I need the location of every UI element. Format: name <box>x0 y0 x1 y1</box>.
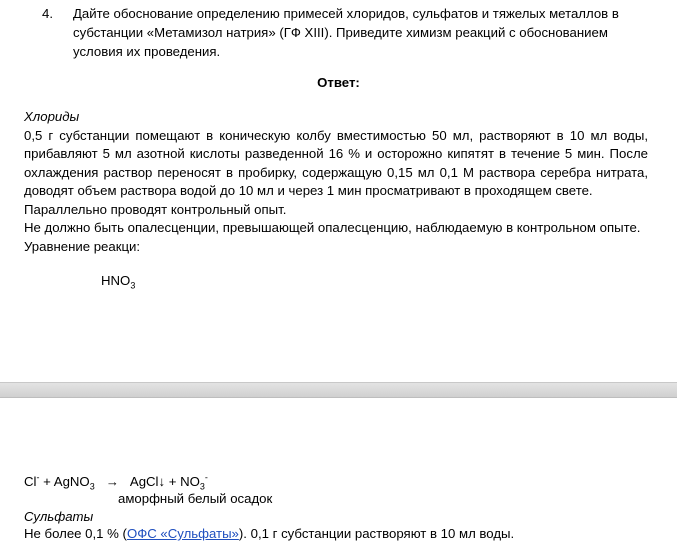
precipitate-note: аморфный белый осадок <box>118 491 273 506</box>
product-charge: - <box>204 472 208 483</box>
question-text <box>73 4 652 61</box>
arrow-icon: → <box>105 474 119 489</box>
question-line: субстанции «Метамизол натрия» (ГФ XIII). Приведите химизм реакций с обоснованием <box>73 25 608 40</box>
sulfates-suffix: ). 0,1 г субстанции растворяют в 10 мл воды. <box>238 526 515 541</box>
ofs-sulfates-link[interactable]: ОФС «Сульфаты» <box>126 526 239 541</box>
reagent-formula: HNO <box>101 273 131 288</box>
parallel-text: Параллельно проводят контрольный опыт. <box>24 201 287 217</box>
sulfates-line <box>24 526 514 541</box>
question-line: условия их проведения. <box>73 44 221 59</box>
reaction-equation <box>24 472 208 492</box>
answer-label: Ответ: <box>317 75 360 90</box>
reagent-label <box>101 273 136 291</box>
question-number: 4. <box>42 6 53 21</box>
no-opalescence-text: Не должно быть опалесценции, превышающей опалесценцию, наблюдаемую в контрольном опыте. <box>24 220 641 235</box>
equation-label: Уравнение реакци: <box>24 238 141 254</box>
sulfates-prefix: Не более 0,1 % ( <box>24 526 127 541</box>
chlorides-paragraph: 0,5 г субстанции помещают в коническую колбу вместимостью 50 мл, растворяют в 10 мл воды, прибавляют 5 мл азотной кислоты разведенной 16 % и осторожно кипятят в течение 5 мин. После охлаждения раствор переносят в пробирку, содержащую 0,15 мл 0,1 М раствора серебра нитрата, доводят объем раствора водой до 10 мл и через 1 мин просматривают в проходящем свете. <box>24 127 648 198</box>
chlorides-heading: Хлориды <box>24 109 80 124</box>
product-subscript: 3 <box>199 481 205 492</box>
reagent-subscript: 3 <box>130 280 136 291</box>
chlorides-section <box>24 108 648 256</box>
chloride-charge: - <box>36 472 40 483</box>
silver-nitrate-subscript: 3 <box>89 481 95 492</box>
reaction-product: AgCl↓ + NO <box>129 474 200 489</box>
silver-nitrate: + AgNO <box>43 474 90 489</box>
question-line: Дайте обоснование определению примесей хлоридов, сульфатов и тяжелых металлов в <box>73 6 619 21</box>
chloride-ion: Cl <box>24 474 37 489</box>
page-separator <box>0 382 677 398</box>
sulfates-heading: Сульфаты <box>24 509 94 524</box>
